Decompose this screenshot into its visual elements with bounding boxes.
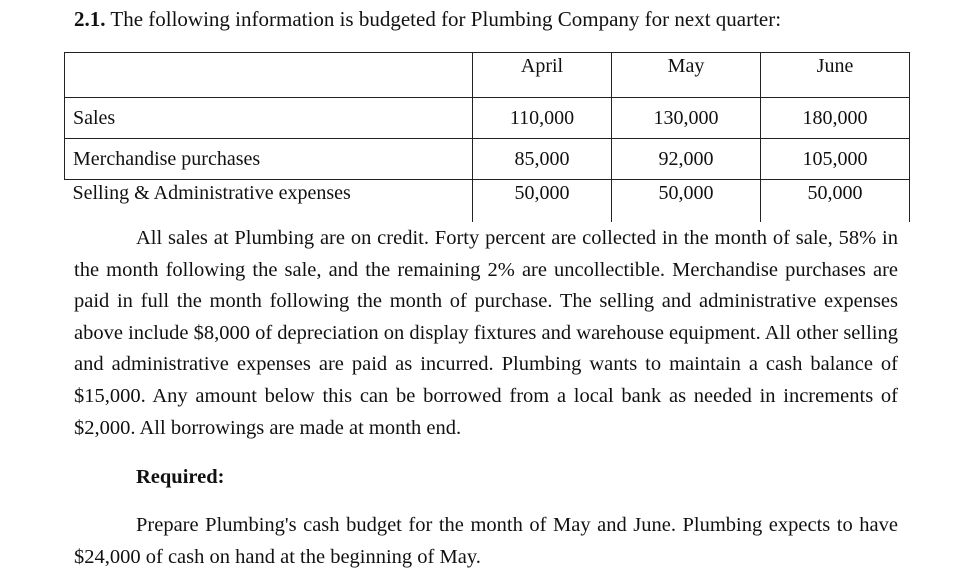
row-label: Selling & Administrative expenses [65, 180, 473, 223]
cell-value: 105,000 [761, 139, 910, 180]
table-row-purchases [65, 139, 910, 180]
cell-value: 110,000 [473, 98, 612, 139]
problem-number: 2.1. [74, 7, 106, 31]
table-header-row [65, 53, 910, 98]
cell-value: 50,000 [612, 180, 761, 223]
table-corner-cell [65, 53, 473, 98]
table-row-sales [65, 98, 910, 139]
table-row-sga [65, 180, 910, 223]
cell-value: 85,000 [473, 139, 612, 180]
month-header-may: May [612, 53, 761, 98]
cell-value: 50,000 [473, 180, 612, 223]
cell-value: 50,000 [761, 180, 910, 223]
cell-value: 180,000 [761, 98, 910, 139]
month-header-april: April [473, 53, 612, 98]
cell-value: 92,000 [612, 139, 761, 180]
required-text: Prepare Plumbing's cash budget for the month of May and June. Plumbing expects to have $24,000 of cash on hand at the beginning of May. [74, 514, 898, 568]
problem-paragraph: All sales at Plumbing are on credit. Forty percent are collected in the month of sale, 58% in the month following the sale, and the remaining 2% are uncollectible. Merchandise purchases are paid in full the month following the month of purchase. The selling and administrative expenses above include $8,000 of depreciation on display fixtures and warehouse equipment. All other selling and administrative expenses are paid as incurred. Plumbing wants to maintain a cash balance of $15,000. Any amount below this can be borrowed from a local bank as needed in increments of $2,000. All borrowings are made at month end. [74, 227, 898, 439]
required-heading: Required: [136, 466, 225, 488]
problem-title [74, 6, 781, 32]
problem-title-text: The following information is budgeted for Plumbing Company for next quarter: [110, 7, 782, 31]
cell-value: 130,000 [612, 98, 761, 139]
row-label: Sales [65, 98, 473, 139]
month-header-june: June [761, 53, 910, 98]
row-label: Merchandise purchases [65, 139, 473, 180]
budget-table [64, 52, 910, 222]
